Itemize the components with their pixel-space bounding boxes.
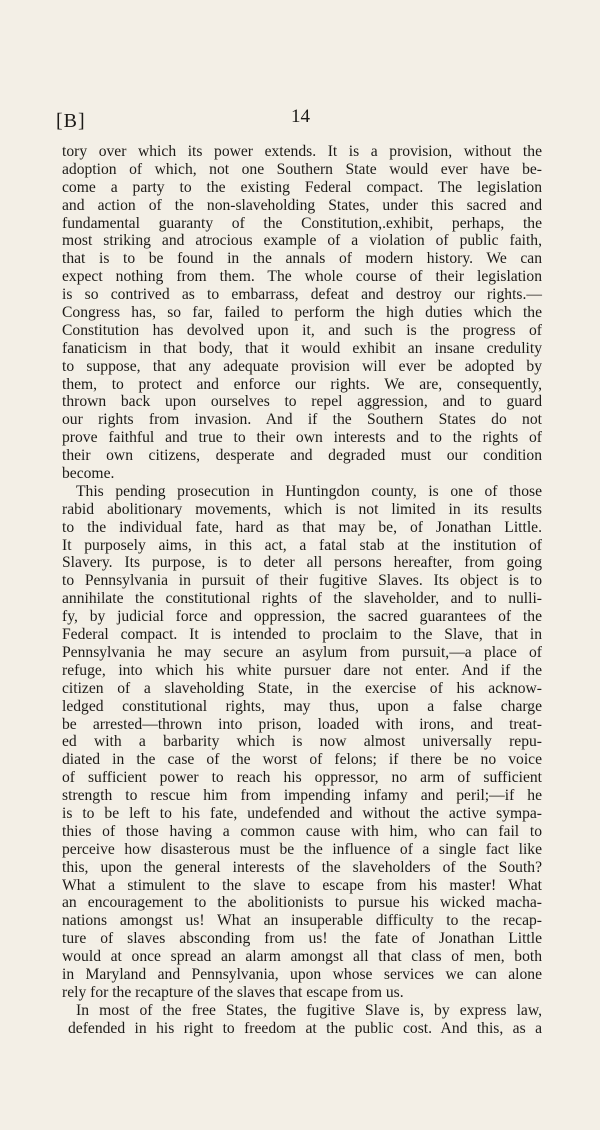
text-line: thies of those having a common cause with him, who can fail to (62, 822, 542, 840)
text-line: defended in his right to freedom at the public cost. And this, as a (68, 1019, 542, 1037)
text-line: Pennsylvania he may secure an asylum from pursuit,—a place of (62, 643, 542, 661)
text-line: our rights from invasion. And if the Southern States do not (62, 411, 542, 429)
text-line: strength to rescue him from impending infamy and peril;—if he (62, 787, 542, 805)
text-line: perceive how disasterous must be the influence of a single fact like (62, 840, 542, 858)
text-line: Congress has, so far, failed to perform the high duties which the (62, 304, 542, 322)
text-line: fundamental guaranty of the Constitution,.exhibit, perhaps, the (62, 214, 542, 232)
text-line: citizen of a slaveholding State, in the exercise of his acknow- (62, 679, 542, 697)
text-line: Slavery. Its purpose, is to deter all persons hereafter, from going (62, 554, 542, 572)
text-line: to the individual fate, hard as that may be, of Jonathan Little. (62, 518, 542, 536)
text-line: rely for the recapture of the slaves that escape from us. (62, 983, 404, 1001)
text-line: this, upon the general interests of the slaveholders of the South? (62, 858, 542, 876)
paragraph-1 (62, 143, 542, 483)
text-line: annihilate the constitutional rights of the slaveholder, and to nulli- (62, 590, 542, 608)
text-line: be arrested—thrown into prison, loaded with irons, and treat- (62, 715, 542, 733)
text-line: refuge, into which his white pursuer dare not enter. And if the (62, 661, 542, 679)
text-line: fy, by judicial force and oppression, the sacred guarantees of the (62, 608, 542, 626)
paragraph-2 (62, 483, 542, 1002)
text-line: an encouragement to the abolitionists to pursue his wicked macha- (62, 894, 542, 912)
text-line: In most of the free States, the fugitive Slave is, by express law, (76, 1001, 542, 1019)
text-line: adoption of which, not one Southern State would ever have be- (62, 160, 542, 178)
text-line: come a party to the existing Federal compact. The legislation (62, 178, 542, 196)
text-line: ed with a barbarity which is now almost universally repu- (62, 733, 542, 751)
text-line: expect nothing from them. The whole course of their legislation (62, 268, 542, 286)
text-line: their own citizens, desperate and degraded must our condition (62, 447, 542, 465)
text-line: nations amongst us! What an insuperable difficulty to the recap- (62, 912, 542, 930)
text-line: It purposely aims, in this act, a fatal stab at the institution of (62, 536, 542, 554)
text-line: prove faithful and true to their own interests and to the rights of (62, 429, 542, 447)
text-line: them, to protect and enforce our rights. We are, consequently, (62, 375, 542, 393)
text-line: and action of the non-slaveholding States, under this sacred and (62, 196, 542, 214)
body-text (62, 143, 542, 1038)
text-line: tory over which its power extends. It is a provision, without the (62, 143, 542, 160)
page-number: 14 (291, 106, 310, 127)
text-line: to suppose, that any adequate provision will ever be adopted by (62, 357, 542, 375)
text-line: ledged constitutional rights, may thus, upon a false charge (62, 697, 542, 715)
text-line: fanaticism in that body, that it would exhibit an insane credulity (62, 339, 542, 357)
text-line: This pending prosecution in Huntingdon county, is one of those (76, 482, 542, 500)
text-line: rabid abolitionary movements, which is not limited in its results (62, 500, 542, 518)
paragraph-3 (62, 1002, 542, 1038)
text-line: is so contrived as to embarrass, defeat and destroy our rights.— (62, 286, 542, 304)
signature-mark: [B] (56, 110, 86, 132)
text-line: of sufficient power to reach his oppressor, no arm of sufficient (62, 769, 542, 787)
text-line: to Pennsylvania in pursuit of their fugitive Slaves. Its object is to (62, 572, 542, 590)
text-line: is to be left to his fate, undefended and without the active sympa- (62, 804, 542, 822)
text-line: thrown back upon ourselves to repel aggression, and to guard (62, 393, 542, 411)
text-line: become. (62, 465, 115, 483)
text-line: ture of slaves absconding from us! the fate of Jonathan Little (62, 930, 542, 948)
text-line: Federal compact. It is intended to proclaim to the Slave, that in (62, 626, 542, 644)
text-line: What a stimulent to the slave to escape from his master! What (62, 876, 542, 894)
page-header (0, 104, 600, 134)
text-line: Constitution has devolved upon it, and such is the progress of (62, 321, 542, 339)
text-line: most striking and atrocious example of a violation of public faith, (62, 232, 542, 250)
text-line: diated in the case of the worst of felons; if there be no voice (62, 751, 542, 769)
text-line: in Maryland and Pennsylvania, upon whose services we can alone (62, 965, 542, 983)
text-line: that is to be found in the annals of modern history. We can (62, 250, 542, 268)
text-line: would at once spread an alarm amongst all that class of men, both (62, 948, 542, 966)
